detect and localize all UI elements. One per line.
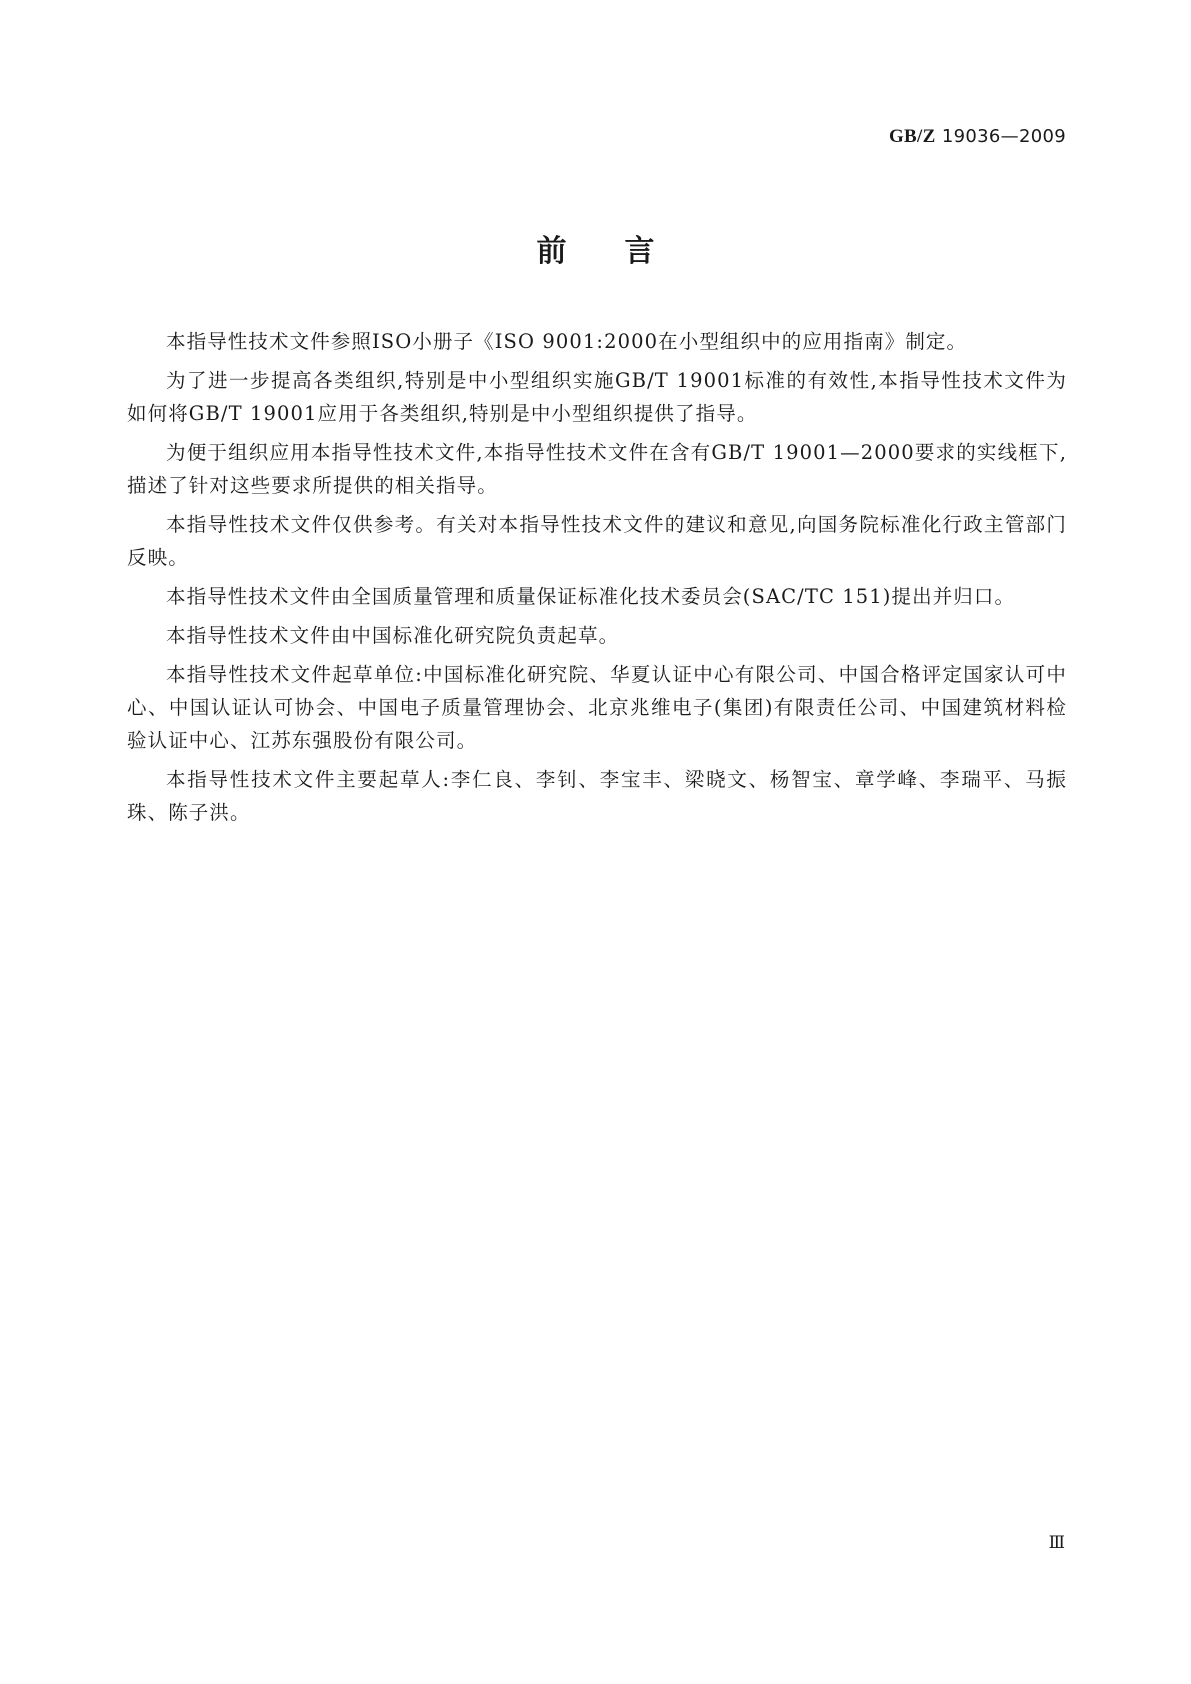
page-title [0,226,1191,270]
foreword-body [127,325,1067,835]
paragraph: 本指导性技术文件由中国标准化研究院负责起草。 [166,624,620,647]
standard-prefix: GB/Z [888,126,936,147]
page-number: Ⅲ [1048,1533,1065,1553]
paragraph: 为便于组织应用本指导性技术文件,本指导性技术文件在含有GB/T 19001—2000要求的实线框下,描述了针对这些要求所提供的相关指导。 [127,441,1067,497]
paragraph: 本指导性技术文件参照ISO小册子《ISO 9001:2000在小型组织中的应用指南》制定。 [166,330,968,353]
title-char-2: 言 [624,234,655,269]
paragraph: 本指导性技术文件起草单位:中国标准化研究院、华夏认证中心有限公司、中国合格评定国家认可中心、中国认证认可协会、中国电子质量管理协会、北京兆维电子(集团)有限责任公司、中国建筑材料检验认证中心、江苏东强股份有限公司。 [127,663,1067,752]
paragraph: 本指导性技术文件仅供参考。有关对本指导性技术文件的建议和意见,向国务院标准化行政主管部门反映。 [127,513,1067,569]
title-char-1: 前 [536,234,567,269]
paragraph: 为了进一步提高各类组织,特别是中小型组织实施GB/T 19001标准的有效性,本指导性技术文件为如何将GB/T 19001应用于各类组织,特别是中小型组织提供了指导。 [127,369,1067,425]
standard-number: 19036—2009 [941,126,1066,147]
standard-code [889,125,1066,148]
paragraph: 本指导性技术文件主要起草人:李仁良、李钊、李宝丰、梁晓文、杨智宝、章学峰、李瑞平、马振珠、陈子洪。 [127,768,1067,824]
paragraph: 本指导性技术文件由全国质量管理和质量保证标准化技术委员会(SAC/TC 151)提出并归口。 [166,585,1016,608]
